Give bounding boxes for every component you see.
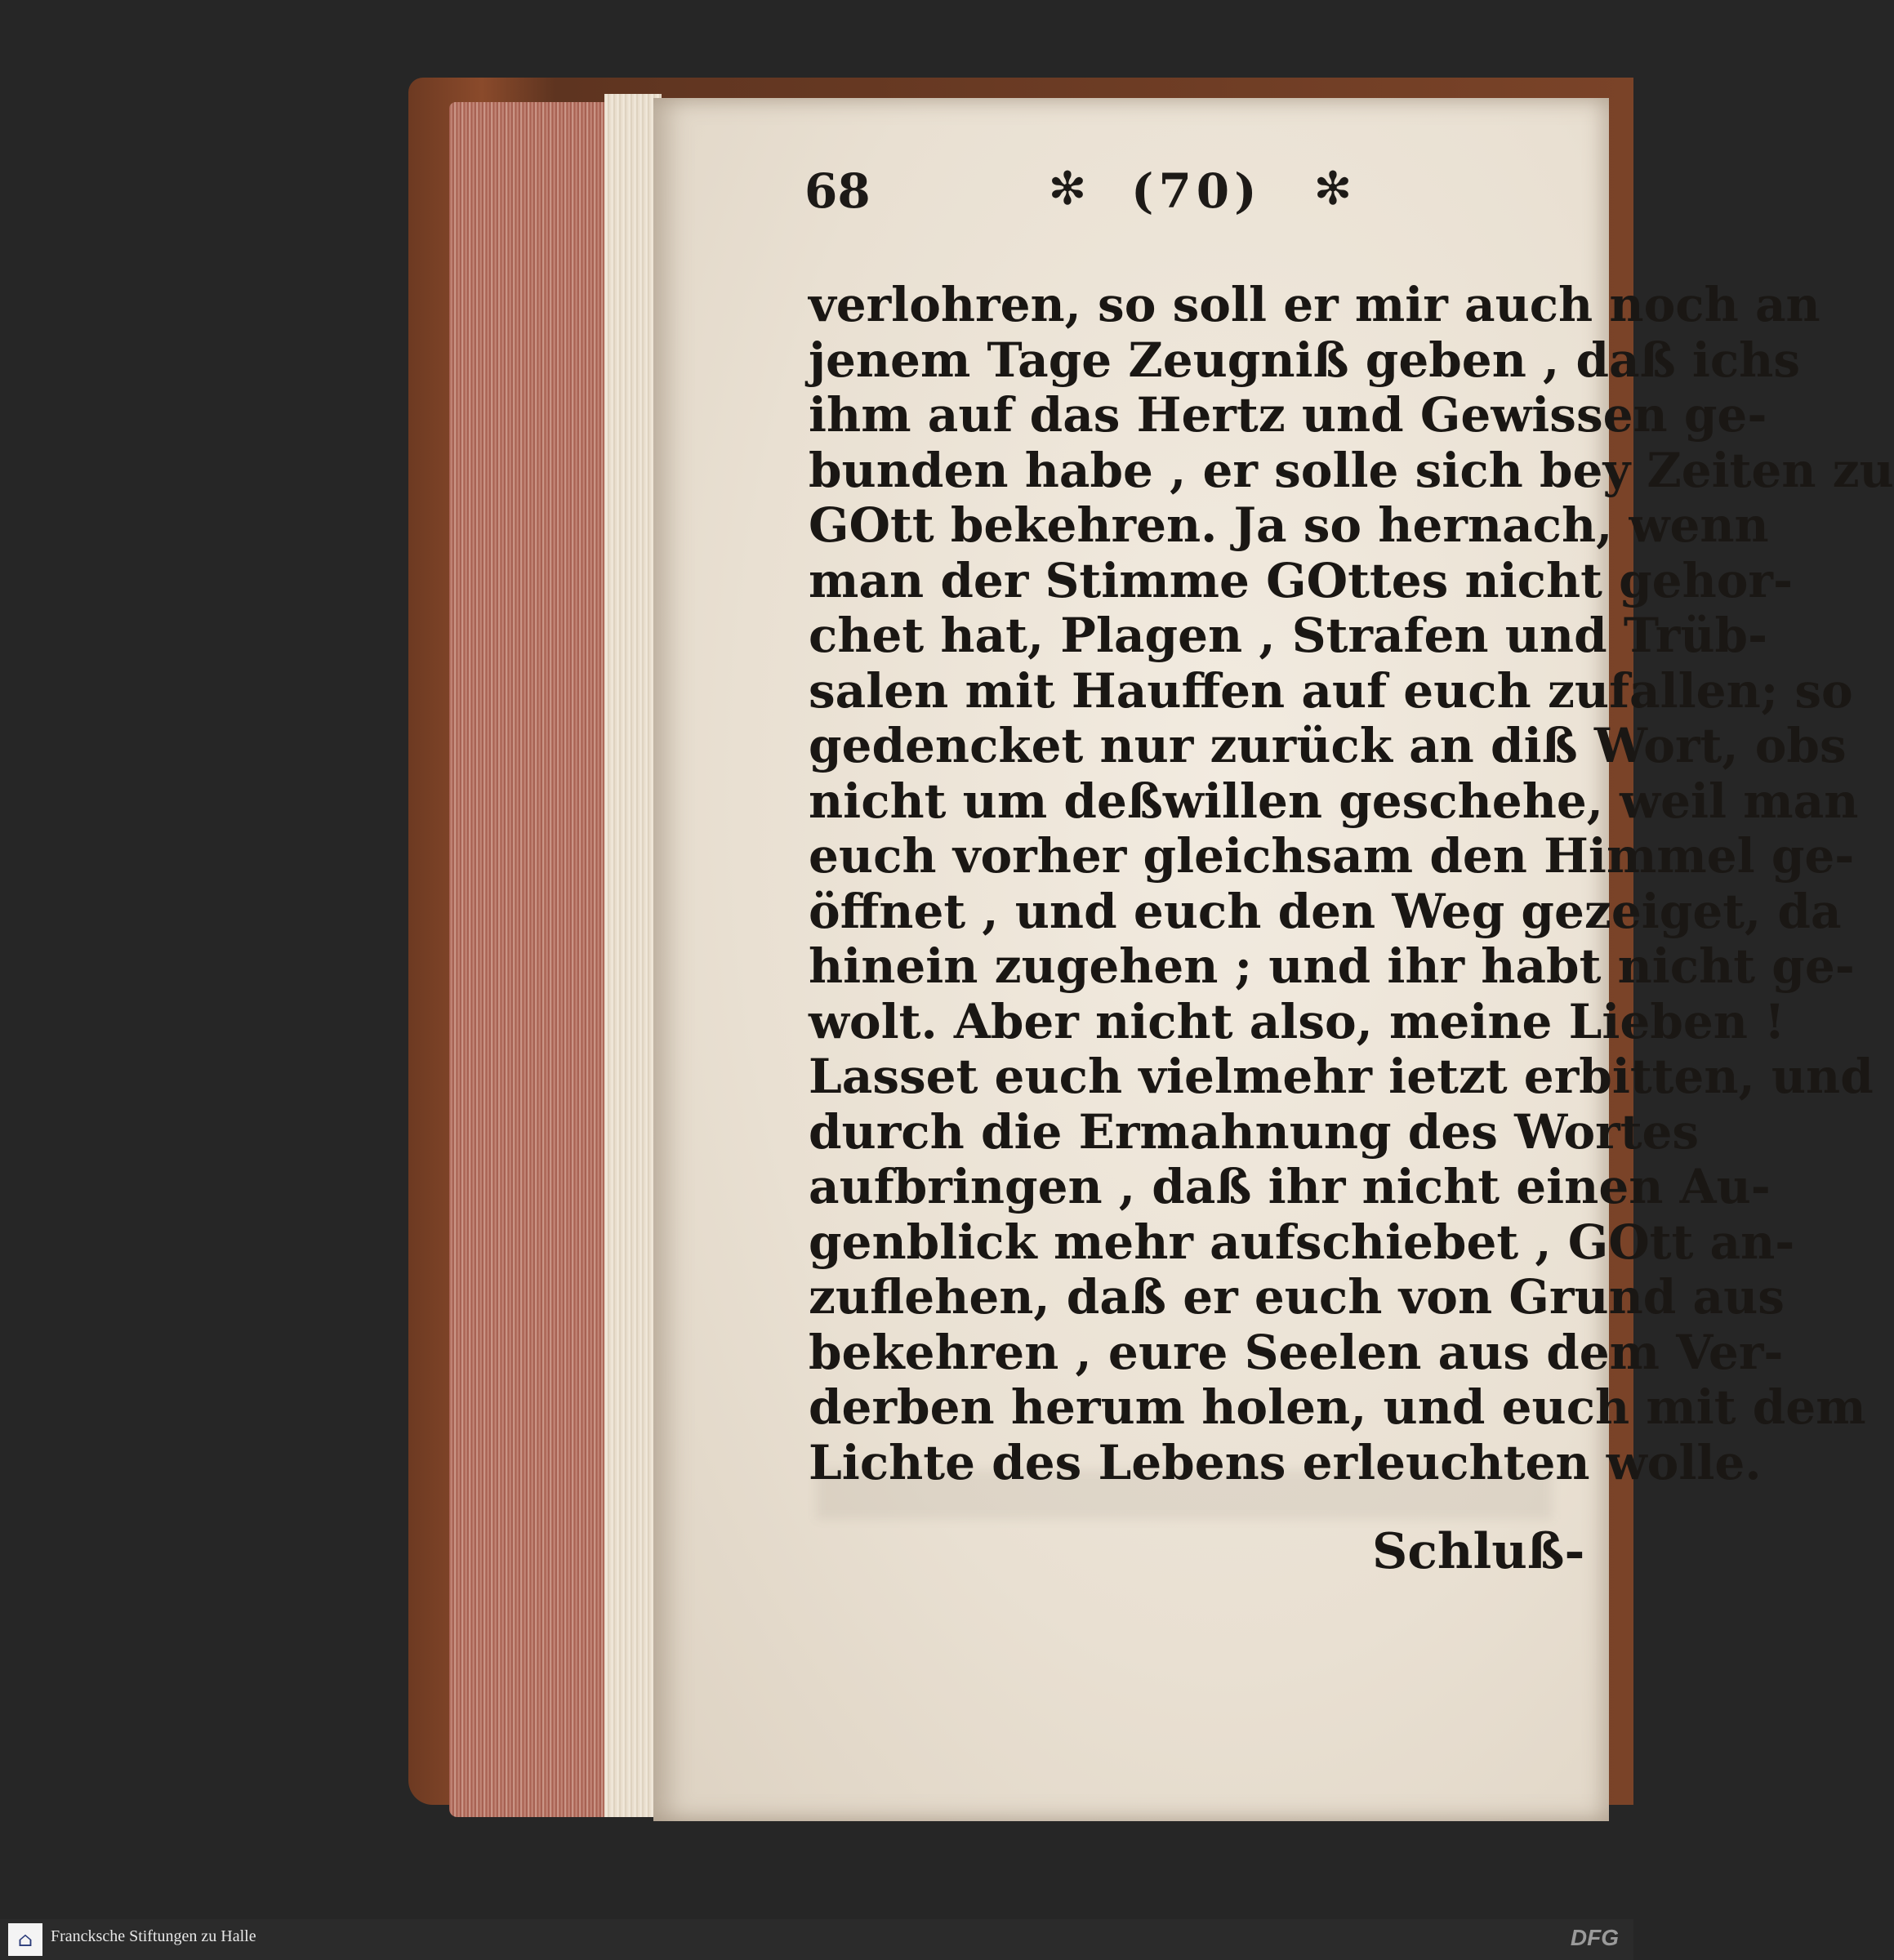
text-line: Lasset euch vielmehr ietzt erbitten, und <box>809 1049 1874 1104</box>
viewer-footer <box>0 1919 1633 1960</box>
text-line: verlohren, so soll er mir auch noch an <box>809 277 1820 332</box>
text-line: bekehren , eure Seelen aus dem Ver- <box>809 1324 1784 1380</box>
text-line: hinein zugehen ; und ihr habt nicht ge- <box>809 938 1855 994</box>
text-line: wolt. Aber nicht also, meine Lieben ! <box>809 993 1785 1049</box>
page-number: 68 <box>804 163 871 219</box>
body-text <box>809 277 1894 1490</box>
text-line: ihm auf das Hertz und Gewissen ge- <box>809 387 1767 443</box>
text-line: genblick mehr aufschiebet , GOtt an- <box>809 1214 1795 1270</box>
text-line: öffnet , und euch den Weg gezeiget, da <box>809 883 1842 939</box>
ornament-right-icon: ✻ <box>1313 163 1353 216</box>
text-line: Lichte des Lebens erleuchten wolle. <box>809 1434 1762 1490</box>
text-line: zuflehen, daß er euch von Grund aus <box>809 1269 1785 1325</box>
text-line: bunden habe , er solle sich bey Zeiten zu <box>809 442 1894 498</box>
text-line: man der Stimme GOttes nicht gehor- <box>809 552 1794 608</box>
text-line: durch die Ermahnung des Wortes <box>809 1103 1700 1160</box>
text-line: GOtt bekehren. Ja so hernach, wenn <box>809 497 1769 553</box>
running-head: (70) <box>1131 163 1262 219</box>
text-line: chet hat, Plagen , Strafen und Trüb- <box>809 608 1768 663</box>
text-line: nicht um deßwillen geschehe, weil man <box>809 773 1859 829</box>
ornament-left-icon: ✻ <box>1048 163 1087 216</box>
text-line: derben herum holen, und euch mit dem <box>809 1379 1866 1435</box>
text-line: aufbringen , daß ihr nicht einen Au- <box>809 1159 1771 1214</box>
building-icon: ⌂ <box>8 1923 42 1956</box>
institution-name: Francksche Stiftungen zu Halle <box>51 1927 256 1945</box>
text-line: jenem Tage Zeugniß geben , daß ichs <box>809 332 1801 388</box>
text-line: euch vorher gleichsam den Himmel ge- <box>809 828 1855 884</box>
catchword: Schluß- <box>1372 1523 1585 1580</box>
text-line: salen mit Hauffen auf euch zufallen; so <box>809 662 1853 719</box>
dfg-logo: DFG <box>1570 1925 1619 1950</box>
page-header <box>804 163 1376 229</box>
text-line: gedencket nur zurück an diß Wort, obs <box>809 718 1847 773</box>
